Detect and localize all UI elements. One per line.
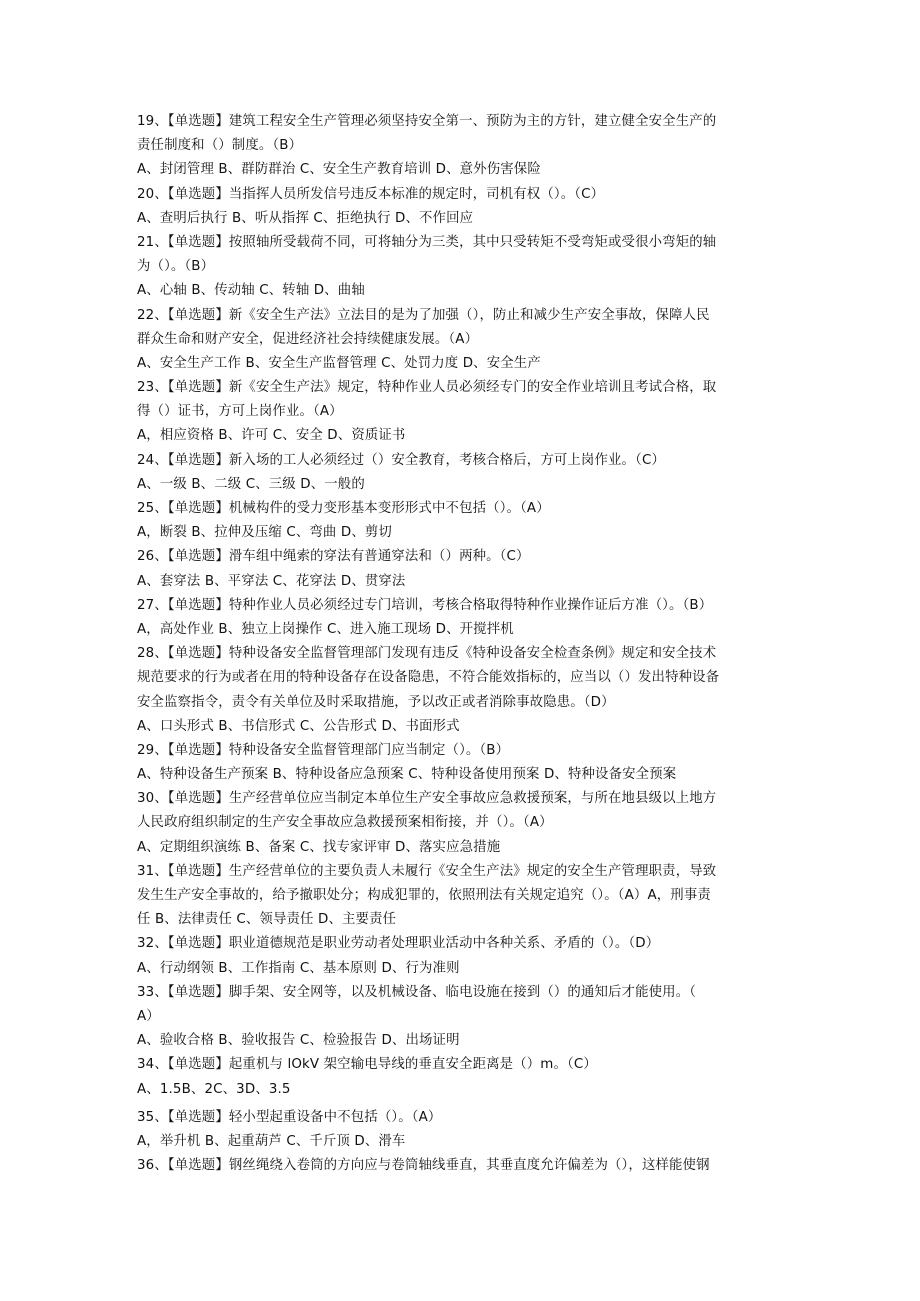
text-line: 31、【单选题】生产经营单位的主要负责人未履行《安全生产法》规定的安全生产管理职责，导致	[137, 863, 717, 879]
text-line: 36、【单选题】钢丝绳绕入卷筒的方向应与卷筒轴线垂直，其垂直度允许偏差为（），这样能使钢	[137, 1158, 710, 1174]
text-line: 23、【单选题】新《安全生产法》规定，特种作业人员必须经专门的安全作业培训且考试合格，取	[137, 380, 717, 396]
text-line: 33、【单选题】脚手架、安全网等，以及机械设备、临电设施在接到（）的通知后才能使用。（	[137, 984, 697, 1000]
question-list	[137, 110, 782, 1178]
text-line: 任 B、法律责任 C、领导责任 D、主要责任	[137, 912, 397, 928]
text-line: 34、【单选题】起重机与 lOkV 架空输电导线的垂直安全距离是（）m。（C）	[137, 1057, 597, 1073]
text-line: 得（）证书，方可上岗作业。（A）	[137, 404, 343, 420]
text-line: 30、【单选题】生产经营单位应当制定本单位生产安全事故应急救援预案，与所在地县级以上地方	[137, 791, 717, 807]
text-line: A、安全生产工作 B、安全生产监督管理 C、处罚力度 D、安全生产	[137, 355, 541, 371]
text-line: 26、【单选题】滑车组中绳索的穿法有普通穿法和（）两种。（C）	[137, 549, 530, 565]
text-line: 29、【单选题】特种设备安全监督管理部门应当制定（）。（B）	[137, 742, 510, 758]
text-line: A，举升机 B、起重葫芦 C、千斤顶 D、滑车	[137, 1133, 406, 1149]
text-line: A、特种设备生产预案 B、特种设备应急预案 C、特种设备使用预案 D、特种设备安全预案	[137, 767, 677, 783]
text-line: 22、【单选题】新《安全生产法》立法目的是为了加强（），防止和减少生产安全事故，保障人民	[137, 307, 710, 323]
text-line: A、封闭管理 B、群防群治 C、安全生产教育培训 D、意外伤害保险	[137, 162, 541, 178]
text-line: A，高处作业 B、独立上岗操作 C、进入施工现场 D、开搅拌机	[137, 621, 514, 637]
text-line: A、套穿法 B、平穿法 C、花穿法 D、贯穿法	[137, 573, 406, 589]
text-line: A，断裂 B、拉伸及压缩 C、弯曲 D、剪切	[137, 525, 392, 541]
text-line: A、查明后执行 B、听从指挥 C、拒绝执行 D、不作回应	[137, 210, 474, 226]
text-line: A、验收合格 B、验收报告 C、检验报告 D、出场证明	[137, 1033, 460, 1049]
text-line: 发生生产安全事故的，给予撤职处分；构成犯罪的，依照刑法有关规定追究（）。（A）A，刑事责	[137, 888, 711, 903]
text-line: 责任制度和（）制度。（B）	[137, 138, 303, 154]
text-line: A、定期组织演练 B、备案 C、找专家评审 D、落实应急措施	[137, 839, 501, 855]
text-line: 27、【单选题】特种作业人员必须经过专门培训，考核合格取得特种作业操作证后方准（）。（B）	[137, 597, 713, 613]
text-line: 21、【单选题】按照轴所受载荷不同，可将轴分为三类，其中只受转矩不受弯矩或受很小弯矩的轴	[137, 234, 717, 250]
text-line: 规范要求的行为或者在用的特种设备存在设备隐患，不符合能效指标的，应当以（）发出特种设备	[137, 670, 720, 686]
text-line: 为（）。（B）	[137, 259, 215, 275]
text-line: A）	[137, 1008, 160, 1024]
text-line: 35、【单选题】轻小型起重设备中不包括（）。（A）	[137, 1109, 442, 1125]
text-line: 25、【单选题】机械构件的受力变形基本变形形式中不包括（）。（A）	[137, 501, 550, 516]
text-line: 32、【单选题】职业道德规范是职业劳动者处理职业活动中各种关系、矛盾的（）。（D）	[137, 936, 660, 952]
text-line: 28、【单选题】特种设备安全监督管理部门发现有违反《特种设备安全检查条例》规定和安全技术	[137, 646, 717, 662]
text-line: 安全监察指令，责令有关单位及时采取措施，予以改正或者消除事故隐患。（D）	[137, 694, 615, 710]
text-line: 群众生命和财产安全，促进经济社会持续健康发展。（A）	[137, 331, 479, 347]
text-line: A，相应资格 B、许可 C、安全 D、资质证书	[137, 428, 406, 444]
text-line: A、心轴 B、传动轴 C、转轴 D、曲轴	[137, 283, 365, 299]
text-line: A、1.5B、2C、3D、3.5	[137, 1081, 291, 1097]
text-line: A、行动纲领 B、工作指南 C、基本原则 D、行为准则	[137, 960, 460, 976]
text-line: 24、【单选题】新入场的工人必须经过（）安全教育，考核合格后，方可上岗作业。（C）	[137, 452, 665, 468]
text-line: 19、【单选题】建筑工程安全生产管理必须坚持安全第一、预防为主的方针，建立健全安全生产的	[137, 114, 717, 129]
text-line: A、一级 B、二级 C、三级 D、一般的	[137, 476, 365, 492]
text-line: 人民政府组织制定的生产安全事故应急救援预案相衔接，并（）。（A）	[137, 815, 553, 831]
text-line: A、口头形式 B、书信形式 C、公告形式 D、书面形式	[137, 718, 460, 734]
text-line: 20、【单选题】当指挥人员所发信号违反本标准的规定时，司机有权（）。（C）	[137, 186, 605, 202]
